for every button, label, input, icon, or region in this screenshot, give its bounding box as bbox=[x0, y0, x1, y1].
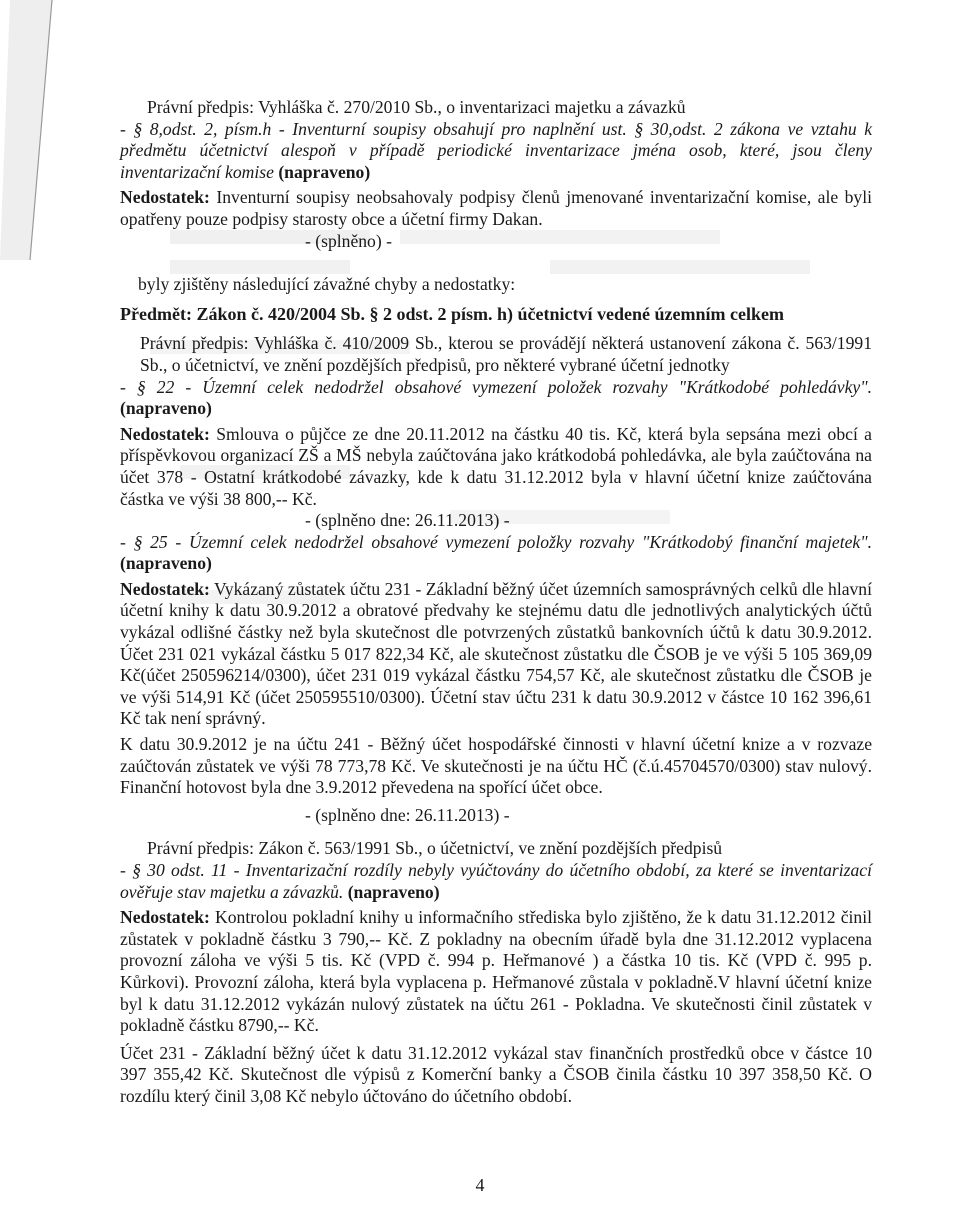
deficiency-label: Nedostatek: bbox=[120, 423, 210, 444]
requirement-text: - § 25 - Územní celek nedodržel obsahové vymezení položky rozvahy "Krátkodobý finanční majetek". bbox=[120, 531, 872, 552]
deficiency-paragraph bbox=[120, 907, 872, 1037]
requirement-text: - § 30 odst. 11 - Inventarizační rozdíly nebyly vyúčtovány do účetního období, za které se inventarizací ověřuje stav majetku a závazků. bbox=[120, 860, 872, 902]
requirement-paragraph bbox=[120, 377, 872, 420]
fulfilled-note: - (splněno) - bbox=[305, 230, 392, 251]
status-corrected: (napraveno) bbox=[278, 161, 371, 182]
status-corrected: (napraveno) bbox=[347, 881, 440, 902]
deficiency-paragraph bbox=[120, 187, 872, 230]
document-body bbox=[120, 97, 872, 1108]
deficiency-text: Smlouva o půjčce ze dne 20.11.2012 na částku 40 tis. Kč, která byla sepsána mezi obcí a příspěvkovou organizací ZŠ a MŠ nebyla zaúčtována jako krátkodobá pohledávka, ale byla zaúčtována na účet 378 - Ostatní krátkodobé závazky, kde k datu 31.12.2012 byla v hlavní účetní knize zaúčtována částka ve výši 38 800,-- Kč. bbox=[120, 423, 872, 509]
deficiency-continuation: Účet 231 - Základní běžný účet k datu 31.12.2012 vykázal stav finančních prostředků obce v částce 10 397 355,42 Kč. Skutečnost dle výpisů z Komerční banky a ČSOB činila částku 10 397 358,50 Kč. O rozdílu který činil 3,08 Kč nebylo účtováno do účetního období. bbox=[120, 1042, 872, 1106]
status-corrected: (napraveno) bbox=[120, 398, 212, 419]
requirement-paragraph bbox=[120, 860, 872, 903]
status-corrected: (napraveno) bbox=[120, 553, 212, 574]
deficiency-paragraph bbox=[120, 579, 872, 730]
deficiency-text: Inventurní soupisy neobsahovaly podpisy členů jmenované inventarizační komise, ale byli opatřeny pouze podpisy starosty obce a účetní firmy Dakan. bbox=[120, 187, 872, 229]
page-number: 4 bbox=[475, 1175, 485, 1195]
deficiency-label: Nedostatek: bbox=[120, 578, 210, 599]
fulfilled-note: - (splněno dne: 26.11.2013) - bbox=[305, 804, 510, 825]
requirement-paragraph bbox=[120, 119, 872, 184]
requirement-text: - § 8,odst. 2, písm.h - Inventurní soupisy obsahují pro naplnění ust. § 30,odst. 2 zákona ve vztahu k předmětu účetnictví alespoň v případě periodické inventarizace jména osob, které, jsou členy inventarizační komise bbox=[120, 118, 872, 182]
deficiency-label: Nedostatek: bbox=[120, 907, 210, 928]
deficiency-text: Kontrolou pokladní knihy u informačního střediska bylo zjištěno, že k datu 31.12.2012 činil zůstatek v pokladně částku 3 790,-- Kč. Z pokladny na obecním úřadě byla dne 31.12.2012 vyplacena provozní záloha ve výši 5 tis. Kč (VPD č. 994 p. Heřmanové ) a částka 10 tis. Kč (VPD č. 995 p. Kůrkovi). Provozní záloha, která byla vyplacena p. Heřmanové zůstala v pokladně.V hlavní účetní knize byl k datu 31.12.2012 vykázán nulový zůstatek na účtu 261 - Pokladna. Ve skutečnosti činil zůstatek v pokladně částku 8790,-- Kč. bbox=[120, 907, 872, 1036]
deficiency-label: Nedostatek: bbox=[120, 187, 210, 208]
findings-intro: byly zjištěny následující závažné chyby a nedostatky: bbox=[138, 274, 516, 295]
subject-heading: Předmět: Zákon č. 420/2004 Sb. § 2 odst. 2 písm. h) účetnictví vedené územním celkem bbox=[120, 303, 784, 324]
page-fold-shadow bbox=[0, 0, 60, 260]
legal-basis-paragraph: Právní předpis: Vyhláška č. 410/2009 Sb., kterou se provádějí některá ustanovení zákona č. 563/1991 Sb., o účetnictví, ve znění pozdějších předpisů, pro některé vybrané účetní jednotky bbox=[140, 333, 872, 375]
deficiency-paragraph bbox=[120, 424, 872, 510]
requirement-paragraph bbox=[120, 532, 872, 575]
deficiency-text: Vykázaný zůstatek účtu 231 - Základní běžný účet územních samosprávných celků dle hlavní účetní knihy k datu 30.9.2012 a obratové předvahy ke stejnému datu dle jednotlivých analytických účtů vykázal odlišné částky než byla skutečnost dle potvrzených zůstatků bankovních účtů k datu 30.9.2012. Účet 231 021 vykázal částku 5 017 822,34 Kč, ale skutečnost zůstatku dle ČSOB je ve výši 5 105 369,09 Kč(účet 250596214/0300), účet 231 019 vykázal částku 754,57 Kč, ale skutečnost zůstatku dle ČSOB je ve výši 514,91 Kč (účet 250595510/0300). Účetní stav účtu 231 k datu 30.9.2012 v částce 10 162 396,61 Kč tak není správný. bbox=[120, 578, 872, 729]
requirement-text: - § 22 - Územní celek nedodržel obsahové vymezení položek rozvahy "Krátkodobé pohledávky". bbox=[120, 376, 872, 397]
fulfilled-note: - (splněno dne: 26.11.2013) - bbox=[305, 510, 510, 531]
deficiency-continuation: K datu 30.9.2012 je na účtu 241 - Běžný účet hospodářské činnosti v hlavní účetní knize a v rozvaze zaúčtován zůstatek ve výši 78 773,78 Kč. Ve skutečnosti je na účtu HČ (č.ú.45704570/0300) stav nulový. Finanční hotovost byla dne 3.9.2012 převedena na spořící účet obce. bbox=[120, 734, 872, 798]
legal-basis-line: Právní předpis: Vyhláška č. 270/2010 Sb., o inventarizaci majetku a závazků bbox=[147, 97, 686, 117]
legal-basis-line: Právní předpis: Zákon č. 563/1991 Sb., o účetnictví, ve znění pozdějších předpisů bbox=[147, 838, 723, 859]
